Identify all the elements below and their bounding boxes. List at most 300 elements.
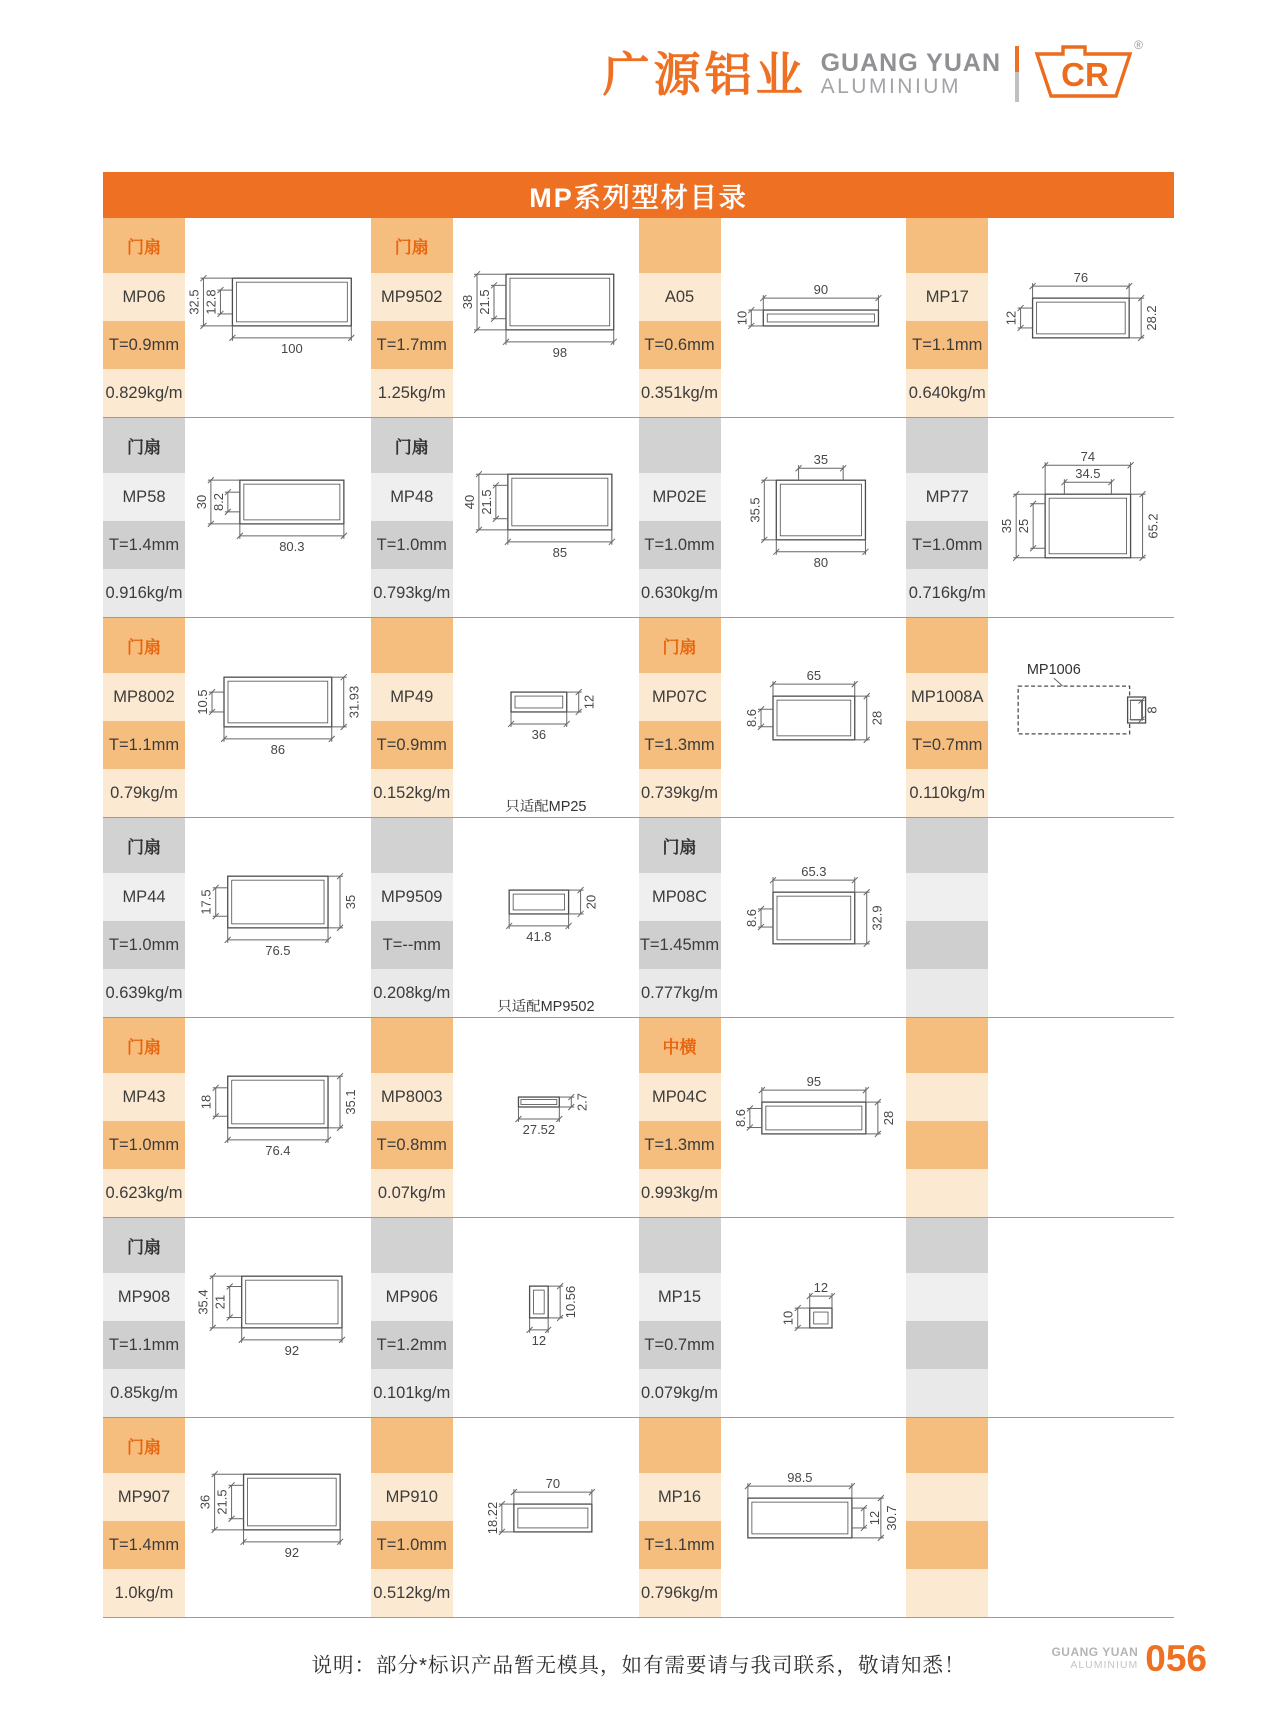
product-code [906,873,988,921]
product-cell-empty [906,818,1174,1017]
svg-text:12: 12 [581,694,597,710]
product-category [371,1018,453,1073]
profile-drawing [185,218,371,417]
product-category [371,1218,453,1273]
svg-text:35.5: 35.5 [746,497,762,523]
brand-divider [1015,46,1019,102]
svg-text:10: 10 [780,1310,796,1326]
product-cell-empty [906,1218,1174,1417]
product-labels [371,818,453,1017]
svg-text:21: 21 [212,1294,228,1310]
product-category: 门扇 [103,1418,185,1473]
footer-note: 说明：部分*标识产品暂无模具，如有需要请与我司联系，敬请知悉！ [311,1654,966,1677]
svg-text:10.5: 10.5 [195,689,211,715]
profile-cross-section [453,218,639,417]
product-thickness [906,1121,988,1169]
profile-cross-section [185,1418,371,1617]
profile-cross-section [185,218,371,417]
product-cell-mp910 [371,1418,639,1617]
product-cell-mp04c [639,1018,907,1217]
profile-cross-section [185,618,371,817]
profile-cross-section [185,1018,371,1217]
profile-drawing [453,218,639,417]
svg-text:8: 8 [1144,706,1160,714]
product-cell-mp49 [371,618,639,817]
svg-text:31.93: 31.93 [346,685,362,719]
product-thickness: T=0.8mm [371,1121,453,1169]
product-cell-mp8002 [103,618,371,817]
product-weight [906,1169,988,1217]
brand-en-line1: GUANG YUAN [820,48,1001,77]
svg-text:98: 98 [552,344,567,360]
product-category: 门扇 [103,618,185,673]
product-code: MP908 [103,1273,185,1321]
svg-text:18: 18 [198,1094,214,1110]
product-thickness: T=1.0mm [906,521,988,569]
product-labels [906,218,988,417]
svg-text:28.2: 28.2 [1144,305,1160,331]
product-code: MP43 [103,1073,185,1121]
catalog-row [103,1417,1174,1617]
svg-text:35.1: 35.1 [342,1089,358,1115]
product-labels [906,1218,988,1417]
product-code: MP02E [639,473,721,521]
svg-text:28: 28 [880,1110,896,1126]
profile-cross-section [721,618,907,817]
product-thickness: T=0.9mm [371,721,453,769]
product-category [906,1018,988,1073]
product-category: 门扇 [639,818,721,873]
product-thickness: T=0.9mm [103,321,185,369]
product-code: MP910 [371,1473,453,1521]
product-labels [906,1418,988,1617]
product-weight [906,1569,988,1617]
product-thickness: T=--mm [371,921,453,969]
product-code: MP06 [103,273,185,321]
product-labels [103,218,185,417]
svg-text:41.8: 41.8 [526,928,552,944]
profile-drawing [453,618,639,817]
svg-text:92: 92 [284,1544,300,1560]
profile-drawing [721,1418,907,1617]
svg-text:85: 85 [552,544,567,560]
profile-cross-section [988,618,1174,817]
product-cell-mp9509 [371,818,639,1017]
svg-text:36: 36 [197,1494,213,1510]
product-cell-empty [906,1418,1174,1617]
profile-drawing [721,218,907,417]
profile-cross-section [721,1218,907,1417]
profile-drawing [988,218,1174,417]
product-labels [103,818,185,1017]
product-thickness: T=1.3mm [639,1121,721,1169]
profile-cross-section [721,818,907,1017]
registered-trademark-icon: ® [1134,38,1143,52]
product-code [906,1073,988,1121]
product-thickness: T=1.45mm [639,921,721,969]
svg-text:21.5: 21.5 [476,289,492,315]
product-code: MP15 [639,1273,721,1321]
product-thickness [906,1521,988,1569]
product-cell-mp15 [639,1218,907,1417]
product-category: 门扇 [103,218,185,273]
product-labels [639,1418,721,1617]
product-cell-mp9502 [371,218,639,417]
product-labels [639,818,721,1017]
product-labels [103,418,185,617]
product-category: 门扇 [103,1018,185,1073]
footer-brand-line2: ALUMINIUM [1070,1659,1139,1672]
product-category [639,1218,721,1273]
svg-text:只适配MP25: 只适配MP25 [505,798,587,815]
svg-text:38: 38 [459,294,475,310]
svg-text:12: 12 [531,1332,546,1348]
catalog-row [103,1017,1174,1217]
profile-drawing [721,818,907,1017]
product-code: MP08C [639,873,721,921]
svg-text:27.52: 27.52 [522,1121,555,1137]
svg-text:8.6: 8.6 [732,1108,748,1128]
product-cell-mp907 [103,1418,371,1617]
svg-text:76.5: 76.5 [265,942,291,958]
profile-drawing [185,1018,371,1217]
svg-text:65.2: 65.2 [1145,513,1161,539]
catalog-row [103,817,1174,1017]
catalog-row [103,1217,1174,1417]
product-weight: 0.07kg/m [371,1169,453,1217]
svg-text:只适配MP9502: 只适配MP9502 [496,998,595,1015]
profile-cross-section [453,1218,639,1417]
profile-cross-section [988,418,1174,617]
product-code: MP49 [371,673,453,721]
product-labels [103,1218,185,1417]
product-labels [639,618,721,817]
product-cell-mp06 [103,218,371,417]
svg-text:98.5: 98.5 [786,1470,813,1486]
svg-text:30.7: 30.7 [883,1505,899,1531]
profile-cross-section [721,1018,907,1217]
catalog-row [103,417,1174,617]
product-weight: 0.640kg/m [906,369,988,417]
product-cell-mp908 [103,1218,371,1417]
profile-cross-section [185,418,371,617]
profile-cross-section [453,1018,639,1217]
svg-text:70: 70 [545,1476,560,1492]
product-category: 门扇 [639,618,721,673]
product-weight: 0.739kg/m [639,769,721,817]
profile-drawing [185,618,371,817]
product-weight: 0.101kg/m [371,1369,453,1417]
product-weight: 0.793kg/m [371,569,453,617]
profile-drawing [721,418,907,617]
svg-text:28: 28 [869,710,885,726]
svg-text:35: 35 [813,452,828,468]
profile-drawing [721,1018,907,1217]
product-category [906,618,988,673]
product-cell-mp77 [906,418,1174,617]
product-thickness: T=1.4mm [103,521,185,569]
product-category [639,218,721,273]
profile-drawing [453,1218,639,1417]
svg-text:76.4: 76.4 [265,1142,291,1158]
product-category: 门扇 [103,1218,185,1273]
product-thickness [906,1321,988,1369]
product-weight [906,1369,988,1417]
svg-text:25: 25 [1016,518,1032,534]
product-thickness: T=0.6mm [639,321,721,369]
product-code: MP1008A [906,673,988,721]
product-weight: 0.623kg/m [103,1169,185,1217]
product-labels [371,1418,453,1617]
product-code: A05 [639,273,721,321]
product-weight: 0.716kg/m [906,569,988,617]
svg-text:12.8: 12.8 [203,289,219,315]
product-code: MP04C [639,1073,721,1121]
profile-drawing [988,618,1174,817]
catalog-grid [103,218,1174,1618]
product-labels [639,1018,721,1217]
product-category: 门扇 [103,818,185,873]
svg-text:35.4: 35.4 [195,1289,211,1315]
product-category [639,418,721,473]
product-cell-mp1008a [906,618,1174,817]
product-thickness: T=1.0mm [371,1521,453,1569]
product-weight: 1.0kg/m [103,1569,185,1617]
product-category [371,818,453,873]
svg-text:8.6: 8.6 [743,708,759,728]
profile-cross-section [453,1418,639,1617]
product-code [906,1473,988,1521]
product-code: MP907 [103,1473,185,1521]
product-code: MP8003 [371,1073,453,1121]
product-cell-a05 [639,218,907,417]
product-cell-mp58 [103,418,371,617]
brand-name-chinese: 广源铝业 [602,47,807,101]
product-code: MP07C [639,673,721,721]
product-thickness: T=1.1mm [103,721,185,769]
product-thickness: T=0.7mm [639,1321,721,1369]
product-category: 中横 [639,1018,721,1073]
product-weight: 1.25kg/m [371,369,453,417]
product-thickness: T=1.4mm [103,1521,185,1569]
product-category [906,218,988,273]
profile-drawing [988,1018,1174,1217]
product-code: MP16 [639,1473,721,1521]
svg-text:18.22: 18.22 [484,1501,500,1535]
company-logo-icon [1033,38,1143,106]
product-weight: 0.152kg/m [371,769,453,817]
svg-text:2.7: 2.7 [574,1093,590,1112]
profile-drawing [185,418,371,617]
product-thickness [906,921,988,969]
svg-text:80: 80 [813,554,828,570]
svg-text:17.5: 17.5 [198,889,214,915]
product-cell-mp48 [371,418,639,617]
product-code: MP9509 [371,873,453,921]
profile-drawing [988,418,1174,617]
product-weight: 0.916kg/m [103,569,185,617]
product-thickness: T=0.7mm [906,721,988,769]
product-category: 门扇 [103,418,185,473]
svg-text:40: 40 [461,494,477,510]
product-labels [103,1018,185,1217]
product-code: MP9502 [371,273,453,321]
svg-text:21.5: 21.5 [478,489,494,515]
svg-text:30: 30 [193,494,209,510]
product-cell-mp8003 [371,1018,639,1217]
product-code: MP906 [371,1273,453,1321]
profile-cross-section [988,218,1174,417]
product-weight: 0.993kg/m [639,1169,721,1217]
profile-drawing [185,1418,371,1617]
svg-text:90: 90 [813,282,828,298]
svg-text:65.3: 65.3 [800,864,826,880]
product-thickness: T=1.3mm [639,721,721,769]
svg-text:12: 12 [1003,310,1019,326]
svg-text:20: 20 [583,894,599,910]
product-weight: 0.85kg/m [103,1369,185,1417]
svg-text:35: 35 [342,894,358,910]
product-cell-mp44 [103,818,371,1017]
svg-text:21.5: 21.5 [214,1489,230,1515]
page-number: 056 [1145,1638,1207,1679]
product-weight: 0.639kg/m [103,969,185,1017]
product-thickness: T=1.0mm [371,521,453,569]
svg-text:100: 100 [281,340,303,356]
profile-drawing [453,818,639,1017]
svg-text:8.2: 8.2 [210,493,226,512]
product-weight: 0.829kg/m [103,369,185,417]
product-code: MP8002 [103,673,185,721]
svg-text:34.5: 34.5 [1075,466,1101,482]
logo-text: CR [1061,56,1109,93]
svg-text:MP1006: MP1006 [1027,662,1082,679]
product-category [906,418,988,473]
product-category [906,1418,988,1473]
product-cell-mp08c [639,818,907,1017]
page-title: MP系列型材目录 [103,172,1174,218]
product-cell-mp02e [639,418,907,617]
profile-drawing [185,818,371,1017]
product-labels [371,218,453,417]
svg-text:65: 65 [806,668,821,684]
product-category [371,618,453,673]
product-labels [103,1418,185,1617]
product-code: MP77 [906,473,988,521]
product-weight: 0.110kg/m [906,769,988,817]
profile-drawing [988,818,1174,1017]
product-labels [639,1218,721,1417]
product-labels [639,418,721,617]
profile-drawing [453,1018,639,1217]
svg-text:35: 35 [999,518,1015,534]
product-weight: 0.208kg/m [371,969,453,1017]
product-cell-mp17 [906,218,1174,417]
svg-text:10: 10 [733,310,749,326]
svg-text:86: 86 [270,741,286,757]
product-thickness: T=1.1mm [639,1521,721,1569]
product-thickness: T=1.0mm [639,521,721,569]
product-category [371,1418,453,1473]
product-thickness: T=1.0mm [103,1121,185,1169]
product-weight: 0.351kg/m [639,369,721,417]
product-weight [906,969,988,1017]
product-code: MP58 [103,473,185,521]
profile-drawing [721,1218,907,1417]
profile-cross-section [185,818,371,1017]
product-labels [906,818,988,1017]
svg-text:92: 92 [284,1342,300,1358]
brand-en-line2: ALUMINIUM [820,75,961,99]
profile-drawing [453,418,639,617]
product-thickness: T=1.2mm [371,1321,453,1369]
svg-text:32.5: 32.5 [186,289,202,315]
profile-drawing [988,1418,1174,1617]
catalog-row [103,617,1174,817]
svg-text:95: 95 [806,1074,821,1090]
product-weight: 0.796kg/m [639,1569,721,1617]
svg-text:32.9: 32.9 [869,905,885,931]
profile-drawing [988,1218,1174,1417]
svg-text:10.56: 10.56 [562,1285,578,1319]
catalog-table [103,172,1174,1618]
product-category: 门扇 [371,418,453,473]
product-weight: 0.79kg/m [103,769,185,817]
product-category [906,818,988,873]
product-cell-empty [906,1018,1174,1217]
profile-cross-section [453,818,639,1017]
product-code: MP44 [103,873,185,921]
product-weight: 0.079kg/m [639,1369,721,1417]
brand-name-english [821,50,1001,98]
product-thickness: T=1.1mm [906,321,988,369]
product-thickness: T=1.1mm [103,1321,185,1369]
product-category [906,1218,988,1273]
product-cell-mp16 [639,1418,907,1617]
product-labels [906,418,988,617]
svg-text:12: 12 [813,1280,828,1296]
product-labels [906,1018,988,1217]
profile-cross-section [721,218,907,417]
svg-text:12: 12 [866,1510,882,1526]
product-category: 门扇 [371,218,453,273]
product-code: MP17 [906,273,988,321]
footer-brand-english [1051,1646,1138,1672]
product-labels [371,618,453,817]
product-labels [371,1018,453,1217]
product-weight: 0.512kg/m [371,1569,453,1617]
profile-cross-section [185,1218,371,1417]
product-category [639,1418,721,1473]
footer-brand-line1: GUANG YUAN [1051,1644,1139,1659]
product-code [906,1273,988,1321]
profile-cross-section [453,418,639,617]
product-labels [103,618,185,817]
product-thickness: T=1.0mm [103,921,185,969]
product-thickness: T=1.7mm [371,321,453,369]
product-labels [906,618,988,817]
profile-cross-section [453,618,639,817]
product-cell-mp43 [103,1018,371,1217]
product-weight: 0.630kg/m [639,569,721,617]
page-footer-brand [1051,1640,1207,1677]
svg-text:74: 74 [1080,449,1096,465]
product-labels [371,418,453,617]
profile-drawing [453,1418,639,1617]
product-code: MP48 [371,473,453,521]
profile-drawing [721,618,907,817]
profile-cross-section [721,1418,907,1617]
